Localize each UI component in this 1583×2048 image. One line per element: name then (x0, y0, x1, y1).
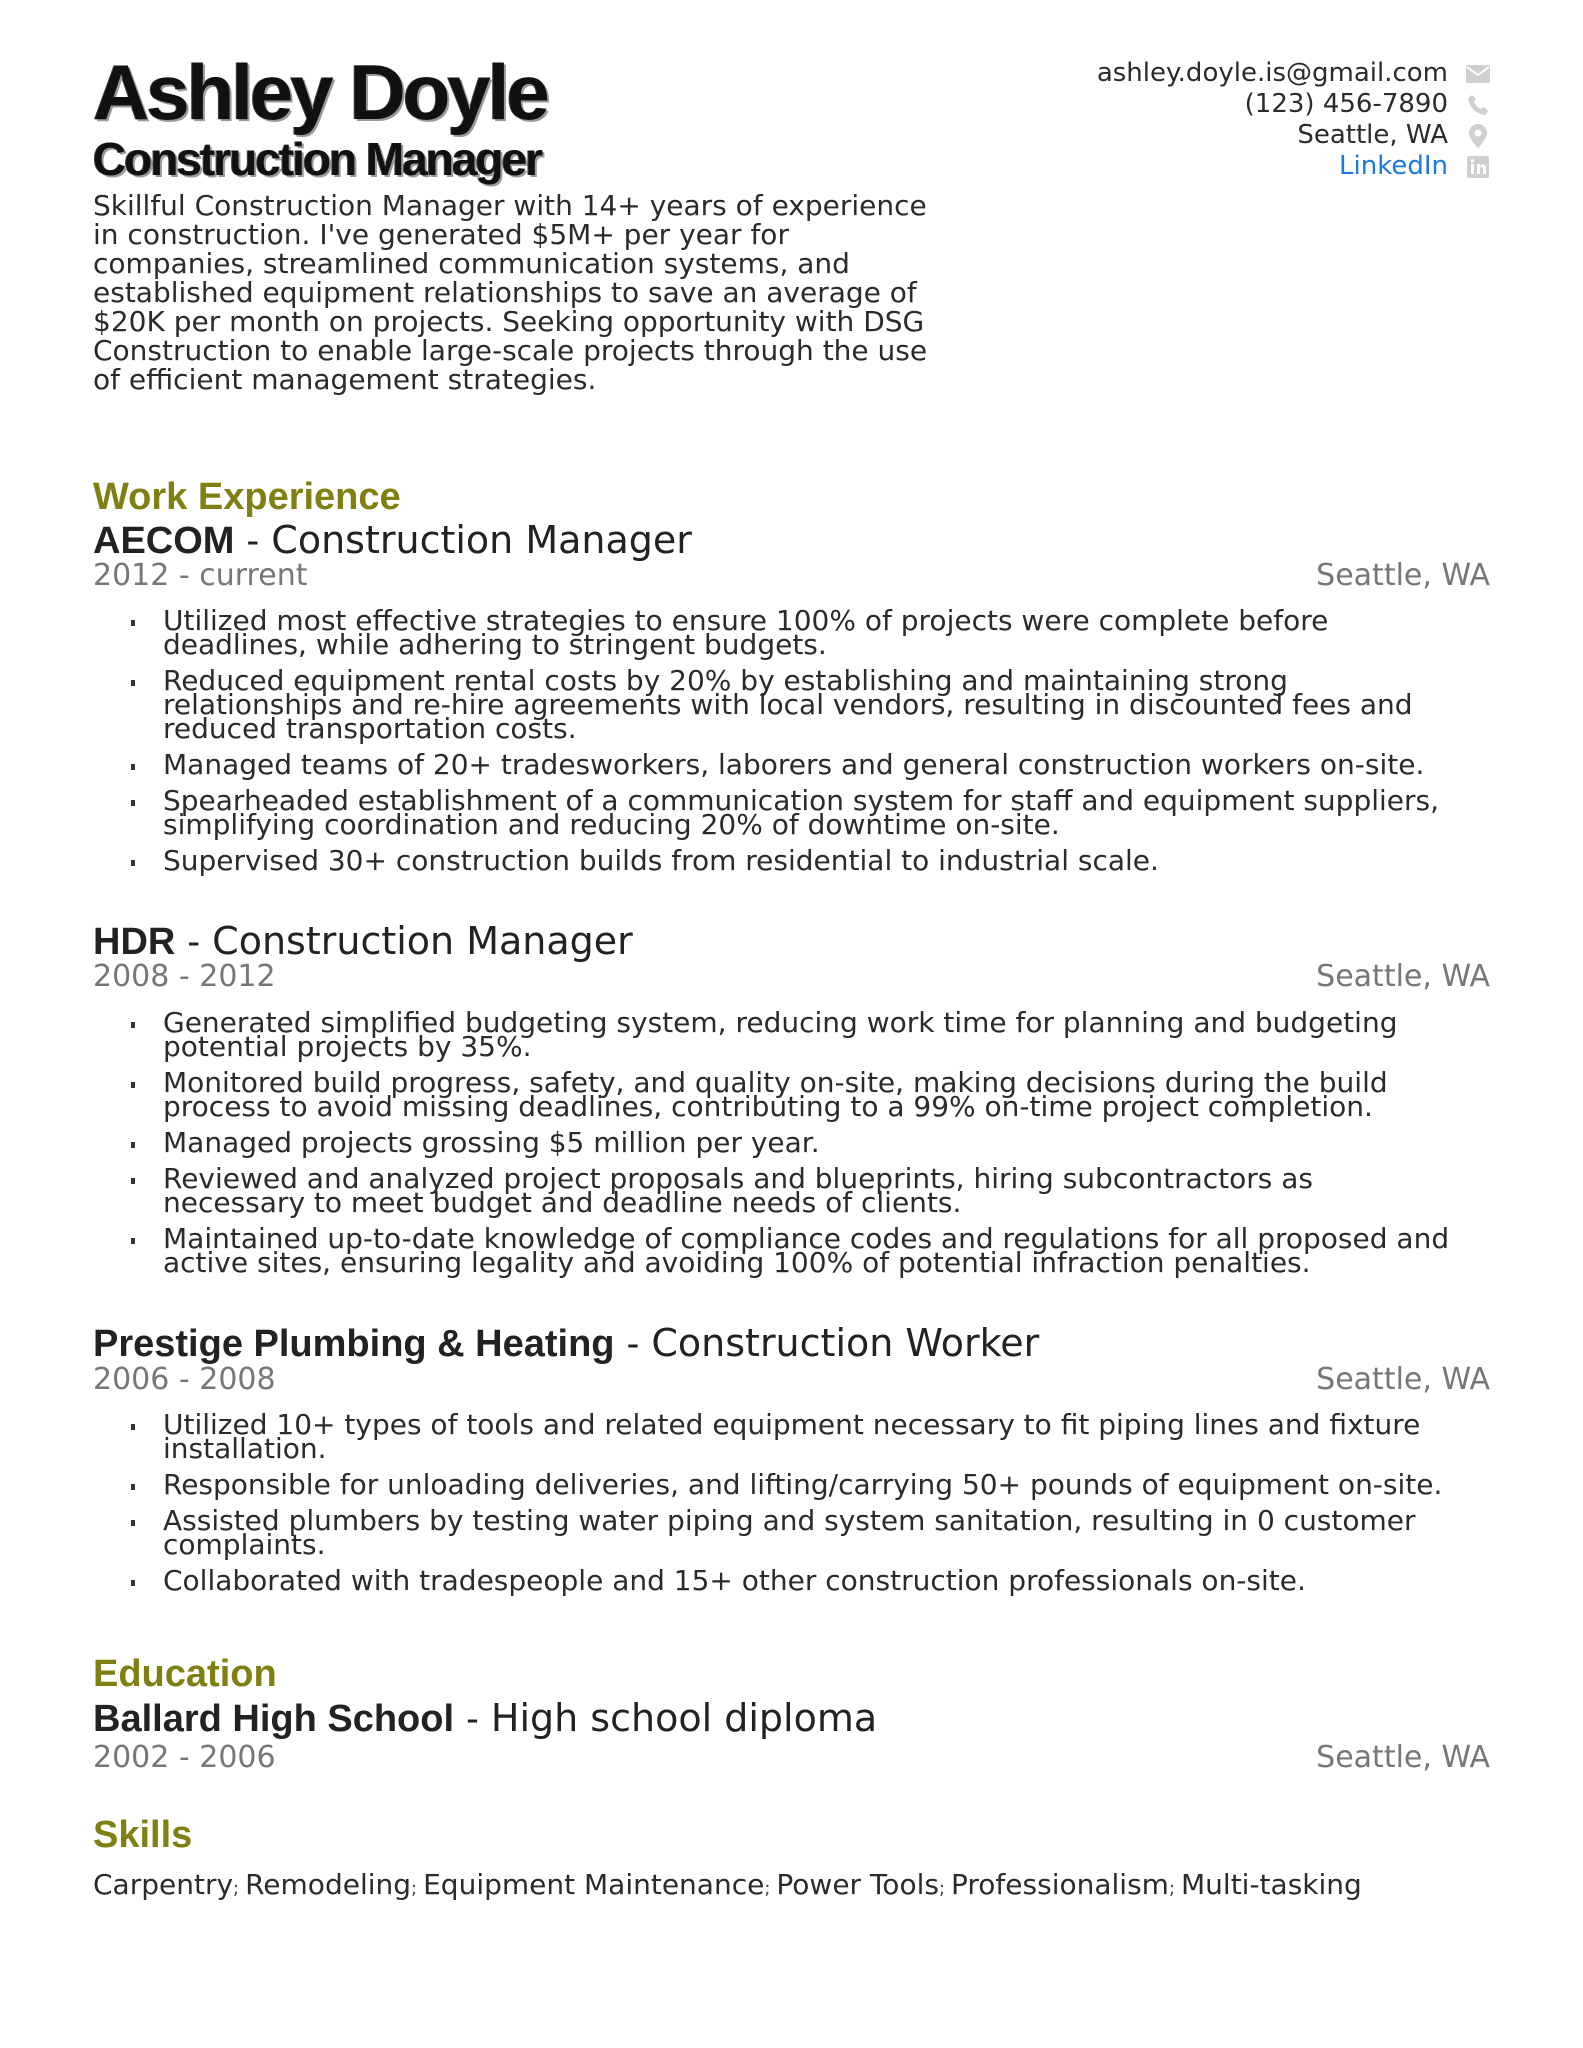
skills-heading: Skills (93, 1814, 193, 1856)
job-3-org: Prestige Plumbing & Heating (93, 1323, 615, 1365)
bullet-marker (131, 1022, 135, 1028)
contact-location-row (930, 120, 1490, 151)
skill-item: Power Tools (776, 1868, 939, 1901)
bullet-marker (131, 800, 135, 806)
bullet-text: Utilized most effective strategies to ensure 100% of projects were complete before deadlines, while adhering to stringent budgets. (163, 604, 1329, 661)
contact-location: Seattle, WA (1297, 120, 1448, 150)
skill-item: Remodeling (245, 1868, 412, 1901)
job-2-location: Seattle, WA (1316, 959, 1490, 994)
bullet-text: Assisted plumbers by testing water piping and system sanitation, resulting in 0 customer complaints. (163, 1504, 1416, 1561)
contact-phone-row (930, 89, 1490, 120)
envelope-icon (1466, 62, 1490, 86)
bullet-marker (131, 1178, 135, 1184)
bullet-marker (131, 1082, 135, 1088)
education-location: Seattle, WA (1316, 1740, 1490, 1775)
job-2-org: HDR (93, 921, 176, 963)
contact-email-row (930, 58, 1490, 89)
skill-separator: ; (938, 1878, 946, 1899)
bullet-text: Reduced equipment rental costs by 20% by establishing and maintaining strong relationships and re-hire agreements with local vendors, resulting in discounted fees and reduced transportation costs. (163, 664, 1413, 745)
bullet-marker (131, 1238, 135, 1244)
list-item (133, 1408, 1463, 1465)
candidate-name: Ashley Doyle (93, 48, 547, 136)
education-school: Ballard High School (93, 1698, 455, 1740)
bullet-marker (131, 620, 135, 626)
linkedin-link[interactable]: LinkedIn (1339, 151, 1448, 181)
list-item (133, 784, 1463, 841)
candidate-title: Construction Manager (93, 133, 542, 185)
skills-list (93, 1870, 1413, 1903)
bullet-text: Managed teams of 20+ tradesworkers, laborers and general construction workers on-site. (163, 748, 1425, 781)
list-item (133, 664, 1463, 745)
job-1-role: Construction Manager (271, 518, 692, 562)
list-item (133, 1006, 1463, 1063)
summary-paragraph: Skillful Construction Manager with 14+ years of experience in construction. I've generated $5M+ per year for companies, streamlined communication systems, and established equipment relationships to save an average of $20K per month on projects. Seeking opportunity with DSG Construction to enable large-scale projects through the use of efficient management strategies. (93, 189, 928, 396)
job-3-bullets (133, 1408, 1463, 1605)
bullet-text: Spearheaded establishment of a communication system for staff and equipment suppliers, simplifying coordination and reducing 20% of downtime on-site. (163, 784, 1439, 841)
work-experience-heading: Work Experience (93, 476, 401, 518)
education-degree: High school diploma (490, 1696, 878, 1740)
job-1-location: Seattle, WA (1316, 558, 1490, 593)
education-heading: Education (93, 1653, 277, 1695)
job-1-org: AECOM (93, 520, 235, 562)
job-3-header (93, 1322, 1039, 1365)
bullet-text: Monitored build progress, safety, and quality on-site, making decisions during the build process to avoid missing deadlines, contributing to a 99% on-time project completion. (163, 1066, 1388, 1123)
skill-separator: ; (1168, 1878, 1176, 1899)
contact-phone[interactable]: (123) 456-7890 (1244, 89, 1448, 119)
list-item (133, 748, 1463, 781)
bullet-text: Collaborated with tradespeople and 15+ other construction professionals on-site. (163, 1564, 1306, 1597)
bullet-text: Responsible for unloading deliveries, and lifting/carrying 50+ pounds of equipment on-site. (163, 1468, 1443, 1501)
job-2-bullets (133, 1006, 1463, 1287)
skill-item: Professionalism (951, 1868, 1169, 1901)
contact-email[interactable]: ashley.doyle.is@gmail.com (1096, 58, 1448, 88)
job-3-role: Construction Worker (651, 1321, 1040, 1365)
job-2-role: Construction Manager (212, 919, 633, 963)
list-item (133, 1066, 1463, 1123)
job-1-meta (93, 559, 1490, 593)
list-item (133, 604, 1463, 661)
bullet-marker (131, 1424, 135, 1430)
education-separator: - (466, 1698, 479, 1740)
education-header (93, 1697, 877, 1740)
job-3-location: Seattle, WA (1316, 1362, 1490, 1397)
job-2-dates: 2008 - 2012 (93, 959, 276, 994)
bullet-marker (131, 1520, 135, 1526)
bullet-marker (131, 764, 135, 770)
contact-block (930, 58, 1490, 182)
job-3-separator: - (626, 1323, 640, 1365)
list-item (133, 1162, 1463, 1219)
bullet-text: Reviewed and analyzed project proposals and blueprints, hiring subcontractors as necessary to meet budget and deadline needs of clients. (163, 1162, 1313, 1219)
job-1-dates: 2012 - current (93, 558, 308, 593)
bullet-text: Supervised 30+ construction builds from residential to industrial scale. (163, 844, 1159, 877)
bullet-marker (131, 1580, 135, 1586)
education-dates: 2002 - 2006 (93, 1740, 276, 1775)
bullet-text: Maintained up-to-date knowledge of compliance codes and regulations for all proposed and active sites, ensuring legality and avoiding 100% of potential infraction penalties. (163, 1222, 1450, 1279)
bullet-text: Generated simplified budgeting system, reducing work time for planning and budgeting potential projects by 35%. (163, 1006, 1398, 1063)
skill-separator: ; (411, 1878, 418, 1899)
linkedin-icon[interactable] (1466, 155, 1490, 179)
list-item (133, 1564, 1463, 1597)
skill-item: Equipment Maintenance (423, 1868, 765, 1901)
map-pin-icon (1466, 124, 1490, 148)
education-meta (93, 1741, 1490, 1775)
bullet-marker (131, 680, 135, 686)
bullet-marker (131, 860, 135, 866)
list-item (133, 1468, 1463, 1501)
list-item (133, 844, 1463, 877)
job-1-header (93, 519, 692, 562)
resume-page (93, 0, 1490, 2048)
job-2-separator: - (187, 921, 201, 963)
job-1-separator: - (246, 520, 260, 562)
skill-item: Carpentry (93, 1868, 234, 1901)
list-item (133, 1126, 1463, 1159)
job-2-meta (93, 960, 1490, 994)
job-2-header (93, 920, 633, 963)
bullet-marker (131, 1484, 135, 1490)
contact-linkedin-row (930, 151, 1490, 182)
skill-item: Multi-tasking (1181, 1868, 1362, 1901)
skill-separator: ; (764, 1878, 771, 1899)
list-item (133, 1504, 1463, 1561)
job-3-meta (93, 1363, 1490, 1397)
phone-icon (1466, 93, 1490, 117)
bullet-text: Utilized 10+ types of tools and related equipment necessary to fit piping lines and fixture installation. (163, 1408, 1421, 1465)
bullet-marker (131, 1142, 135, 1148)
list-item (133, 1222, 1463, 1279)
bullet-text: Managed projects grossing $5 million per year. (163, 1126, 820, 1159)
skill-separator: ; (233, 1878, 240, 1899)
job-3-dates: 2006 - 2008 (93, 1362, 276, 1397)
job-1-bullets (133, 604, 1463, 885)
